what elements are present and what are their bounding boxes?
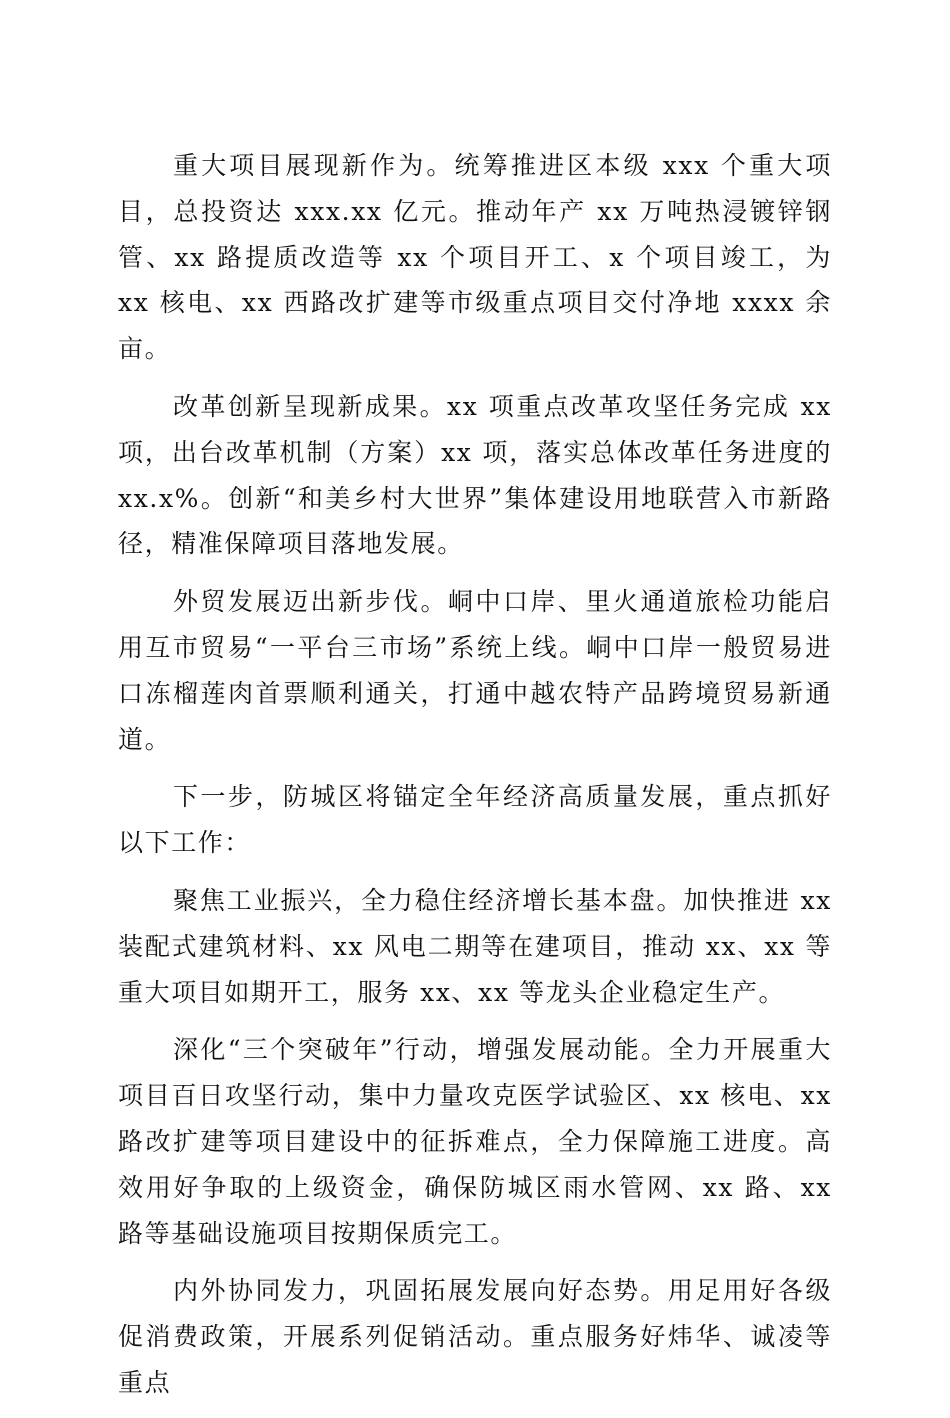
paragraph-major-projects: 重大项目展现新作为。统筹推进区本级 xxx 个重大项目，总投资达 xxx.xx 亿元。推动年产 xx 万吨热浸镀锌钢管、xx 路提质改造等 xx 个项目开工、x 个项目竣工，为 xx 核电、xx 西路改扩建等市级重点项目交付净地 xxxx 余亩。	[118, 151, 832, 364]
paragraph-coordinated-efforts: 内外协同发力，巩固拓展发展向好态势。用足用好各级促消费政策，开展系列促销活动。重点服务好炜华、诚凌等重点	[118, 1276, 832, 1397]
paragraph-reform-innovation: 改革创新呈现新成果。xx 项重点改革攻坚任务完成 xx 项，出台改革机制（方案）xx 项，落实总体改革任务进度的 xx.x%。创新“和美乡村大世界”集体建设用地联营入市新路径，精准保障项目落地发展。	[118, 391, 832, 559]
paragraph-three-breakthroughs: 深化“三个突破年”行动，增强发展动能。全力开展重大项目百日攻坚行动，集中力量攻克医学试验区、xx 核电、xx 路改扩建等项目建设中的征拆难点，全力保障施工进度。高效用好争取的上级资金，确保防城区雨水管网、xx 路、xx 路等基础设施项目按期保质完工。	[118, 1035, 832, 1248]
paragraph-next-steps: 下一步，防城区将锚定全年经济高质量发展，重点抓好以下工作：	[118, 782, 832, 858]
paragraph-industrial-revitalization: 聚焦工业振兴，全力稳住经济增长基本盘。加快推进 xx 装配式建筑材料、xx 风电二期等在建项目，推动 xx、xx 等重大项目如期开工，服务 xx、xx 等龙头企业稳定生产。	[118, 885, 832, 1007]
document-body	[118, 143, 832, 1418]
paragraph-foreign-trade: 外贸发展迈出新步伐。峒中口岸、里火通道旅检功能启用互市贸易“一平台三市场”系统上线。峒中口岸一般贸易进口冻榴莲肉首票顺利通关，打通中越农特产品跨境贸易新通道。	[118, 587, 832, 754]
